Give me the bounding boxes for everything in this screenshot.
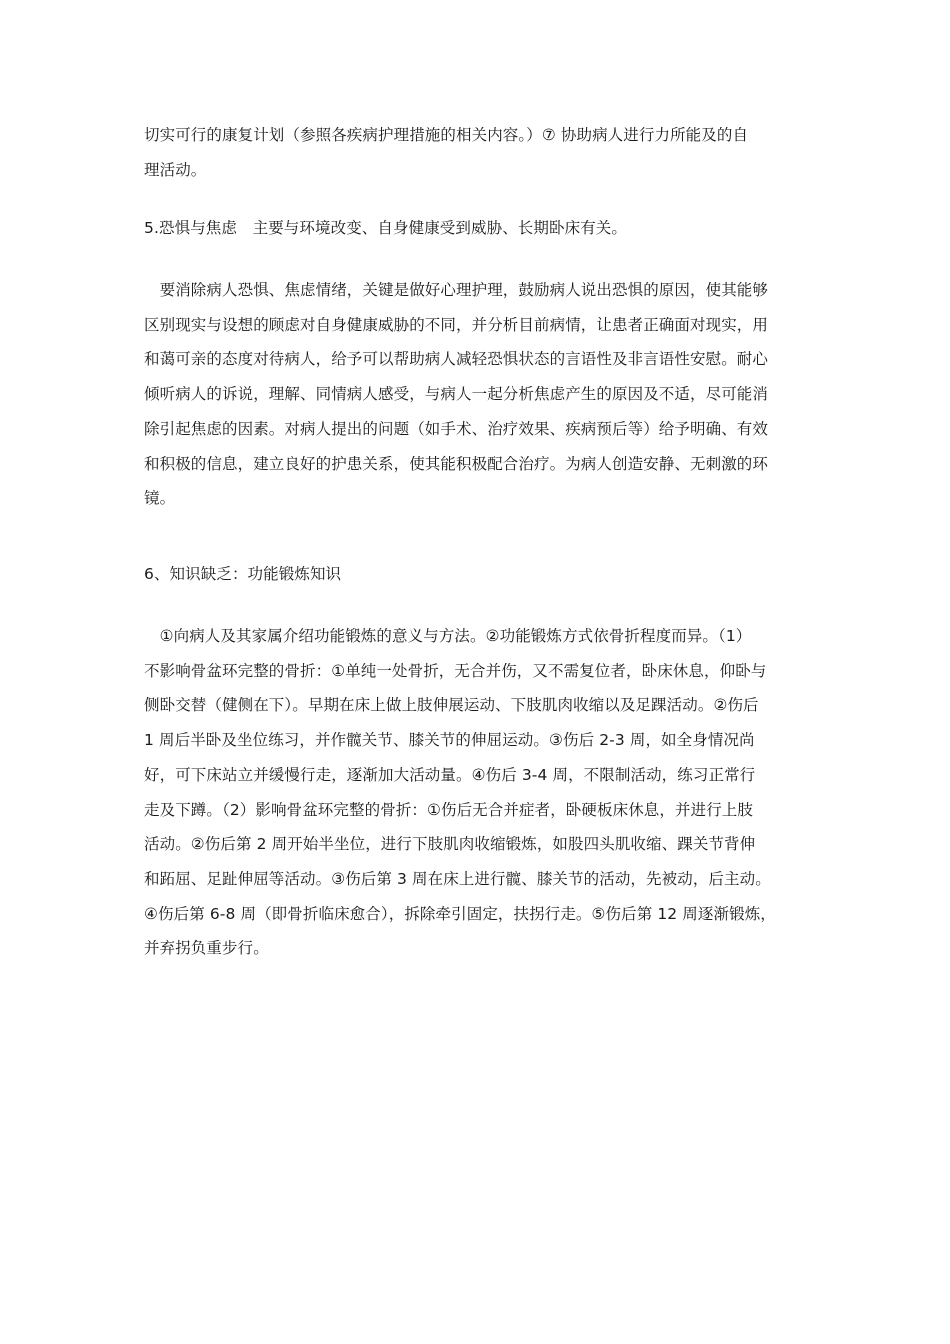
text-line: 区别现实与设想的顾虑对自身健康威胁的不同，并分析目前病情，让患者正确面对现实，用 — [144, 315, 769, 334]
text-line: 要消除病人恐惧、焦虑情绪，关键是做好心理护理，鼓励病人说出恐惧的原因，使其能够 — [144, 281, 769, 299]
paragraph-fear-anxiety — [144, 273, 808, 516]
text-line: 6、知识缺乏：功能锻炼知识 — [144, 565, 342, 583]
section-heading-fear-anxiety — [144, 211, 808, 246]
text-line: 走及下蹲。（2）影响骨盆环完整的骨折：①伤后无合并症者，卧硬板床休息，并进行上肢 — [144, 800, 754, 819]
text-line: 并弃拐负重步行。 — [144, 939, 269, 958]
text-line: 和积极的信息，建立良好的护患关系，使其能积极配合治疗。为病人创造安静、无刺激的环 — [144, 454, 769, 473]
text-line: 除引起焦虑的因素。对病人提出的问题（如手术、治疗效果、疾病预后等）给予明确、有效 — [144, 419, 769, 438]
text-line: 切实可行的康复计划（参照各疾病护理措施的相关内容。）⑦ 协助病人进行力所能及的自 — [144, 126, 749, 144]
text-line: 理活动。 — [144, 160, 207, 179]
text-line: 活动。②伤后第 2 周开始半坐位，进行下肢肌肉收缩锻炼，如股四头肌收缩、踝关节背伸 — [144, 835, 756, 854]
text-line: 5.恐惧与焦虑 主要与环境改变、自身健康受到威胁、长期卧床有关。 — [144, 219, 627, 237]
text-line: ④伤后第 6-8 周（即骨折临床愈合），拆除牵引固定，扶拐行走。⑤伤后第 12 周逐渐锻炼， — [144, 904, 776, 923]
paragraph-rehab-plan — [144, 118, 808, 187]
text-line: 不影响骨盆环完整的骨折：①单纯一处骨折，无合并伤，又不需复位者，卧床休息，仰卧与 — [144, 661, 767, 680]
paragraph-functional-exercise — [144, 619, 808, 966]
text-line: 和跖屈、足趾伸屈等活动。③伤后第 3 周在床上进行髋、膝关节的活动，先被动，后主动。 — [144, 869, 771, 888]
text-line: 和蔼可亲的态度对待病人，给予可以帮助病人减轻恐惧状态的言语性及非言语性安慰。耐心 — [144, 350, 769, 369]
text-line: 镜。 — [144, 489, 176, 508]
text-line: 好，可下床站立并缓慢行走，逐渐加大活动量。④伤后 3-4 周，不限制活动，练习正常行 — [144, 765, 756, 784]
text-line: 侧卧交替（健侧在下）。早期在床上做上肢伸展运动、下肢肌肉收缩以及足踝活动。②伤后 — [144, 696, 759, 715]
text-line: 1 周后半卧及坐位练习，并作髋关节、膝关节的伸屈运动。③伤后 2-3 周，如全身情况尚 — [144, 731, 755, 750]
text-line: 倾听病人的诉说，理解、同情病人感受，与病人一起分析焦虑产生的原因及不适，尽可能消 — [144, 385, 769, 404]
text-line: ①向病人及其家属介绍功能锻炼的意义与方法。②功能锻炼方式依骨折程度而异。（1） — [144, 627, 752, 645]
section-heading-knowledge — [144, 557, 808, 592]
